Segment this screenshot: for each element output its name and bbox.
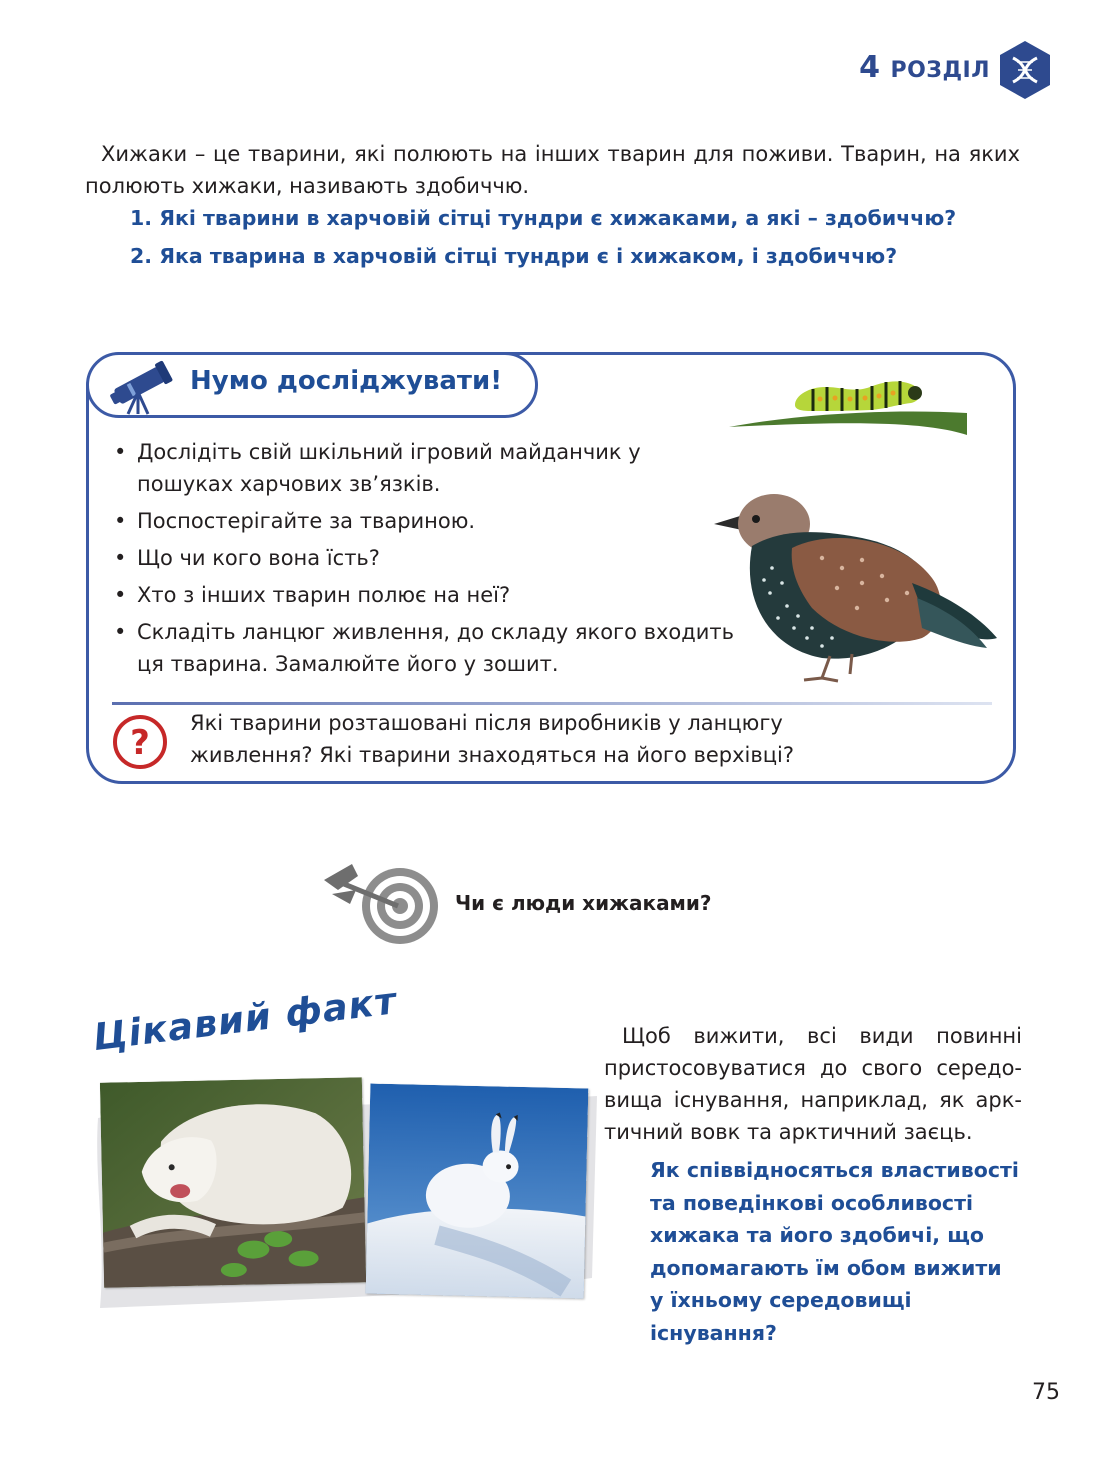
list-item: • Складіть ланцюг живлення, до складу якого входить ця тварина. Замалюйте його у зошит. <box>112 616 757 680</box>
dna-hexagon-icon <box>998 40 1052 100</box>
svg-text:?: ? <box>130 723 150 763</box>
caterpillar-on-leaf-image <box>725 365 970 440</box>
target-arrow-icon <box>322 860 440 952</box>
telescope-icon <box>104 358 178 416</box>
chapter-label <box>859 50 990 85</box>
divider <box>112 702 992 705</box>
list-item: • Дослідіть свій шкільний ігровий майданчик у пошуках харчових зв’язків. <box>112 436 657 500</box>
fact-question: Як співвідносяться властивості та поведінкові особливості хижака та його здобичі, що допомагають їм обом вижити у їхньому середовищі існування? <box>650 1158 1019 1345</box>
list-item: • Поспостерігайте за твариною. <box>112 505 772 537</box>
page-number: 75 <box>1032 1380 1060 1405</box>
target-question: Чи є люди хижаками? <box>455 891 712 915</box>
explore-question: Які тварини розташовані після виробників у ланцюгу живлення? Які тварини знаходяться на його верхівці? <box>190 711 795 767</box>
fact-title: Цікавий факт <box>90 979 400 1059</box>
question-mark-icon <box>112 714 168 770</box>
list-item: • Хто з інших тварин полює на неї? <box>112 579 772 611</box>
list-item: • Що чи кого вона їсть? <box>112 542 772 574</box>
question-1: 1. Які тварини в харчовій сітці тундри є хижаками, а які – здобиччю? <box>130 206 957 230</box>
explore-list <box>112 436 772 685</box>
arctic-wolf-photo <box>100 1077 366 1287</box>
explore-title: Нумо досліджувати! <box>190 366 503 396</box>
fact-text: Щоб вижити, всі види повинні пристосовуватися до свого середо-вища існування, наприклад, як арк-тичний вовк та арктичний заєць. <box>604 1024 1022 1144</box>
chapter-word: РОЗДІЛ <box>890 58 990 83</box>
chapter-number: 4 <box>859 50 881 85</box>
intro-paragraph: Хижаки – це тварини, які полюють на інших тварин для поживи. Тварин, на яких полюють хижаки, називають здобиччю. <box>85 142 1020 198</box>
question-2: 2. Яка тварина в харчовій сітці тундри є і хижаком, і здобиччю? <box>130 244 898 268</box>
arctic-hare-photo <box>366 1084 589 1299</box>
